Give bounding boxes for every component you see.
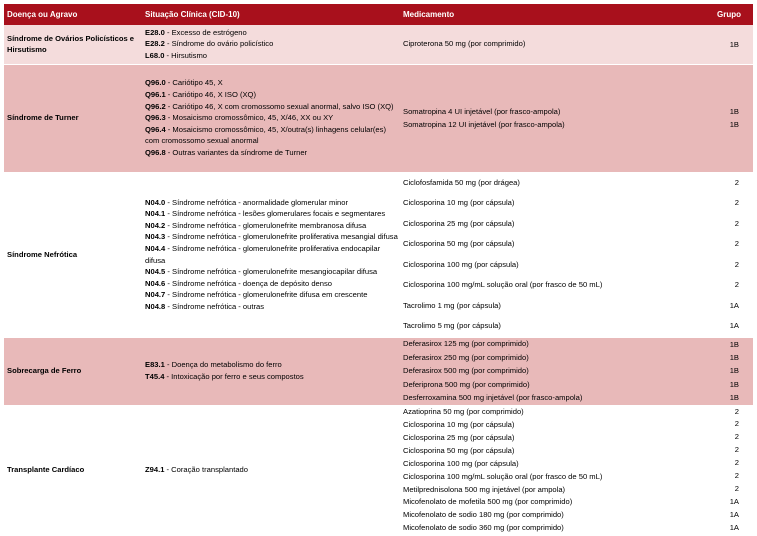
- cid-description: - Cariótipo 45, X: [165, 78, 223, 88]
- header-disease: Doença ou Agravo: [4, 4, 142, 25]
- cid-code: Q96.0: [145, 78, 166, 88]
- drug-group: 1B: [729, 120, 739, 129]
- cid-code: E28.0: [145, 27, 165, 37]
- clinical-cell: [142, 172, 400, 337]
- drug-group: 2: [734, 177, 739, 187]
- drug-name: Micofenolato de sodio 180 mg (por comprimido): [403, 510, 564, 520]
- cid-code: Q96.8: [145, 147, 166, 157]
- cid-description: - Intoxicação por ferro e seus compostos: [164, 372, 304, 381]
- cid-entry: [145, 38, 400, 50]
- drug-group: 2: [734, 445, 739, 455]
- cid-description: - Síndrome nefrótica - glomerulonefrite proliferativa mesangial difusa: [165, 232, 398, 242]
- drug-name: Ciclosporina 50 mg (por cápsula): [403, 445, 515, 455]
- drug-group: 1A: [729, 300, 739, 310]
- cid-entry: [145, 77, 400, 89]
- cid-description: - Síndrome do ovário policístico: [164, 39, 274, 49]
- drug-cell: [400, 172, 673, 337]
- cid-code: Z94.1: [145, 465, 165, 475]
- drug-name: Ciclosporina 25 mg (por cápsula): [403, 218, 515, 228]
- cid-entry: [145, 50, 400, 62]
- cid-code: N04.7: [145, 290, 166, 300]
- drug-cell: [400, 25, 673, 64]
- drug-name: Micofenolato de mofetila 500 mg (por comprimido): [403, 497, 573, 507]
- cid-code: T45.4: [145, 372, 165, 381]
- drug-group: 2: [734, 239, 739, 248]
- cid-entry: [145, 243, 400, 266]
- cid-entry: [145, 359, 400, 371]
- drug-group: 1A: [729, 509, 739, 519]
- cid-code: L68.0: [145, 51, 165, 61]
- cid-entry: [145, 197, 400, 209]
- cid-description: - Cariótipo 46, X com cromossomo sexual anormal, salvo ISO (XQ): [165, 101, 394, 111]
- group-cell: [673, 172, 753, 337]
- drug-group: 1A: [729, 496, 739, 506]
- drug-group: 1B: [729, 379, 739, 389]
- cid-code: Q96.3: [145, 113, 166, 123]
- drug-name: Ciproterona 50 mg (por comprimido): [403, 39, 526, 49]
- cid-entry: [145, 89, 400, 101]
- drug-cell: [400, 405, 673, 535]
- drug-group: 2: [734, 419, 739, 429]
- cid-entry: [145, 266, 400, 278]
- drug-name: Ciclosporina 100 mg (por cápsula): [403, 259, 519, 269]
- header-clinical: Situação Clínica (CID-10): [142, 4, 400, 25]
- cid-description: - Outras variantes da síndrome de Turner: [165, 147, 308, 157]
- disease-cell: Síndrome Nefrótica: [4, 172, 142, 337]
- drug-group: 2: [734, 259, 739, 269]
- table-row: [4, 172, 753, 337]
- drug-cell: [400, 64, 673, 172]
- drug-name: Tacrolimo 1 mg (por cápsula): [403, 300, 501, 310]
- drug-name: Azatioprina 50 mg (por comprimido): [403, 407, 524, 417]
- drug-group: 2: [734, 432, 739, 442]
- clinical-cell: [142, 405, 400, 535]
- drug-group: 1B: [729, 107, 739, 116]
- drug-name: Ciclosporina 100 mg (por cápsula): [403, 458, 519, 468]
- cid-code: Q96.2: [145, 101, 166, 111]
- header-group: Grupo: [673, 4, 753, 25]
- drug-group: 2: [734, 471, 739, 480]
- drug-name: Tacrolimo 5 mg (por cápsula): [403, 321, 501, 331]
- drug-name: Micofenolato de sodio 360 mg (por comprimido): [403, 523, 564, 533]
- cid-entry: [145, 112, 400, 124]
- drug-name: Ciclosporina 10 mg (por cápsula): [403, 198, 515, 208]
- drug-name: Ciclosporina 25 mg (por cápsula): [403, 432, 515, 442]
- cid-code: N04.1: [145, 209, 166, 219]
- drug-group: 2: [734, 198, 739, 207]
- cid-description: - Síndrome nefrótica - glomerulonefrite difusa em crescente: [165, 290, 368, 300]
- cid-code: Q96.1: [145, 90, 166, 100]
- drug-name: Ciclofosfamida 50 mg (por drágea): [403, 177, 520, 187]
- cid-code: N04.2: [145, 220, 166, 230]
- cid-entry: [145, 231, 400, 243]
- cid-entry: [145, 124, 400, 147]
- cid-description: - Síndrome nefrótica - lesões glomerulares focais e segmentares: [165, 209, 386, 219]
- drug-name: Ciclosporina 100 mg/mL solução oral (por frasco de 50 mL): [403, 471, 603, 481]
- drug-name: Ciclosporina 10 mg (por cápsula): [403, 420, 515, 430]
- cid-code: N04.4: [145, 243, 166, 253]
- table-body: [4, 25, 753, 535]
- drug-group: 2: [734, 458, 739, 468]
- cid-entry: [145, 208, 400, 220]
- drug-group: 1B: [729, 393, 739, 403]
- table-header-row: [4, 4, 753, 25]
- cid-description: - Coração transplantado: [164, 465, 249, 475]
- cid-description: - Síndrome nefrótica - glomerulonefrite proliferativa endocapilar difusa: [145, 243, 381, 265]
- drug-group: 2: [734, 280, 739, 289]
- table-row: [4, 405, 753, 535]
- table-row: [4, 25, 753, 64]
- cid-code: N04.8: [145, 301, 166, 311]
- cid-entry: [145, 101, 400, 113]
- clinical-cell: [142, 64, 400, 172]
- cid-entry: [145, 220, 400, 232]
- drug-name: Ciclosporina 100 mg/mL solução oral (por frasco de 50 mL): [403, 280, 603, 290]
- cid-entry: [145, 301, 400, 313]
- group-cell: [673, 337, 753, 405]
- cid-description: - Hirsutismo: [164, 51, 208, 61]
- drug-name: Ciclosporina 50 mg (por cápsula): [403, 239, 515, 249]
- clinical-cell: [142, 337, 400, 405]
- disease-cell: Síndrome de Ovários Policísticos e Hirsutismo: [4, 25, 142, 64]
- cid-code: N04.5: [145, 267, 166, 277]
- drug-name: Deferasirox 500 mg (por comprimido): [403, 366, 529, 376]
- drug-name: Desferroxamina 500 mg injetável (por frasco-ampola): [403, 392, 583, 402]
- group-cell: [673, 25, 753, 64]
- drug-group: 2: [734, 406, 739, 416]
- drug-group: 1B: [729, 39, 739, 49]
- cid-entry: [145, 147, 400, 159]
- cid-description: - Doença do metabolismo do ferro: [164, 360, 282, 370]
- cid-entry: [145, 371, 400, 383]
- cid-entry: [145, 464, 400, 476]
- drug-group: 2: [734, 483, 739, 493]
- cid-description: - Síndrome nefrótica - doença de depósito denso: [165, 278, 333, 288]
- header-drug: Medicamento: [400, 4, 673, 25]
- cid-entry: [145, 289, 400, 301]
- drug-name: Somatropina 4 UI injetável (por frasco-ampola): [403, 106, 561, 116]
- drug-group: 1B: [729, 366, 739, 376]
- cid-entry: [145, 27, 400, 39]
- cid-code: N04.0: [145, 197, 166, 207]
- table-row: [4, 64, 753, 172]
- drug-group: 2: [734, 218, 739, 228]
- cid-description: - Cariótipo 46, X ISO (XQ): [165, 90, 256, 100]
- cid-description: - Síndrome nefrótica - glomerulonefrite membranosa difusa: [165, 220, 367, 230]
- disease-cell: Sobrecarga de Ferro: [4, 337, 142, 405]
- cid-description: - Mosaicismo cromossômico, 45, X/46, XX ou XY: [165, 113, 334, 123]
- drug-group: 1A: [729, 522, 739, 532]
- drug-cell: [400, 337, 673, 405]
- cid-description: - Síndrome nefrótica - glomerulonefrite mesangiocapilar difusa: [165, 267, 378, 277]
- cid-description: - Síndrome nefrótica - outras: [165, 301, 265, 311]
- cid-code: N04.3: [145, 232, 166, 242]
- cid-description: - Mosaicismo cromossômico, 45, X/outra(s) linhagens celular(es) com cromossomo sexual anormal: [145, 124, 386, 146]
- disease-cell: Síndrome de Turner: [4, 64, 142, 172]
- drug-name: Metilprednisolona 500 mg injetável (por ampola): [403, 484, 566, 494]
- cid-description: - Síndrome nefrótica - anormalidade glomerular minor: [165, 197, 349, 207]
- cid-description: - Excesso de estrógeno: [164, 27, 247, 37]
- drug-name: Deferasirox 125 mg (por comprimido): [403, 339, 529, 349]
- drug-group: 1B: [729, 352, 739, 362]
- drug-group: 1B: [729, 339, 739, 349]
- disease-cell: Transplante Cardíaco: [4, 405, 142, 535]
- cid-entry: [145, 278, 400, 290]
- cid-code: N04.6: [145, 278, 166, 288]
- drug-group: 1A: [729, 321, 739, 330]
- cid-code: E83.1: [145, 360, 165, 370]
- group-cell: [673, 64, 753, 172]
- medication-table: [4, 4, 753, 536]
- drug-name: Deferasirox 250 mg (por comprimido): [403, 352, 529, 362]
- drug-name: Somatropina 12 UI injetável (por frasco-ampola): [403, 119, 565, 129]
- clinical-cell: [142, 25, 400, 64]
- table-row: [4, 337, 753, 405]
- cid-code: Q96.4: [145, 124, 166, 134]
- drug-name: Deferiprona 500 mg (por comprimido): [403, 379, 530, 389]
- group-cell: [673, 405, 753, 535]
- cid-code: E28.2: [145, 39, 165, 49]
